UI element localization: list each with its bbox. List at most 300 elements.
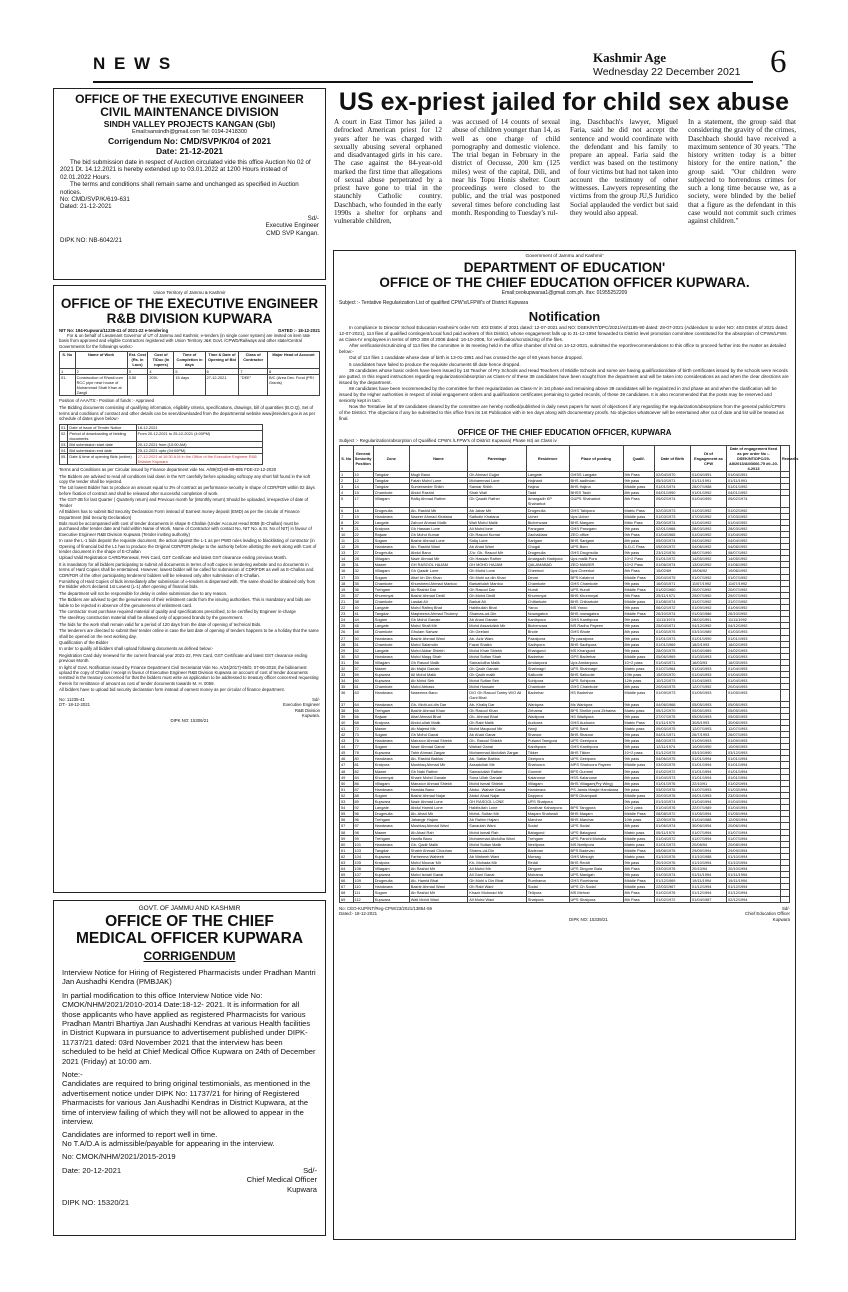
edu-table-cell: Ab Rashid Mir [409,866,468,872]
edu-table-cell: 42 [340,732,354,738]
edu-table-cell: 103 [353,847,373,853]
edu-table-cell: 26 [340,629,354,635]
edu-table-cell: UPS Geeripora [569,738,623,744]
edu-table-cell: 01/04/1994 [691,799,727,805]
edu-table-cell: 01/07/1994 [691,829,727,835]
edu-table-cell: 33 [340,672,354,678]
edu-table-cell: 01/03/1994 [727,786,781,792]
ad2-table-num-cell: 3 [127,368,148,374]
edu-table-cell: 01/11/1991 [691,478,727,484]
ad2-table-header-cell: Major Head of Account [267,352,319,368]
edu-table-header-cell: S. No [340,445,354,471]
edu-table-cell: Gh Qaadir Lone [409,568,468,574]
edu-table-cell: 14/05/1992 [727,556,781,562]
edu-table-cell: Khurmnyal [526,592,569,598]
table-row [340,896,790,902]
edu-table-cell: 106 [353,866,373,872]
edu-table-cell: 9th pass [623,647,655,653]
edu-table-cell: 08/03/1973 [655,738,691,744]
edu-table-cell: 76 [353,738,373,744]
edu-table-cell: Matric pass [623,829,655,835]
edu-dipk: DIPK NO: 15339/21 [569,917,608,923]
edu-table-cell: Ups malik Pora [569,556,623,562]
edu-table-cell: BHS Sharoor [569,732,623,738]
edu-table-cell: 11/11/1992 [727,617,781,623]
ad3-title2: MEDICAL OFFICER KUPWARA [75,930,304,947]
edu-footer-no: No: CEO-KUP/NT/Reg-CPW/23/2021/13854-59 [339,905,432,911]
edu-table-cell: 01/10/1976 [655,853,691,859]
edu-table-cell: Chamkote [373,641,409,647]
edu-table-cell: Wali Mohd Wani [409,896,468,902]
edu-list-title: OFFICE OF THE CHIEF EDUCATION OFFICER, KUPWARA [457,427,672,437]
edu-table-cell: Mawer [373,725,409,731]
edu-table-cell: 11/11/1974 [655,617,691,623]
edu-table-cell: Ab Ahad Wani [468,544,527,550]
edu-table-cell: 10/12/1973 [655,678,691,684]
ad2-schedule-cell: 25-12-2021 upto (04:00PM) [136,447,262,453]
edu-table-cell: 15 [340,562,354,568]
edu-table-cell: 20 [340,592,354,598]
edu-table-cell: Kralpora [373,762,409,768]
ad2-sig2: Executive Engineer [282,702,320,708]
edu-table-cell: Sogam [373,890,409,896]
edu-table-cell: 9th Pass [623,471,655,477]
edu-table-cell: Ups Ucher [569,513,623,519]
edu-table-cell: 20 [353,519,373,525]
edu-table-cell: Cheerkot [526,568,569,574]
ad2-table-cell: B/C (Area Dev. Fund (PRI Grants) [267,374,319,395]
ad2-schedule-cell: Bid submission start date [68,441,136,447]
ad2-position: Position of AAA/TS:- Position of funds :- Approved [59,397,155,403]
ad2-sig3: R&B Division [294,707,320,713]
edu-table-cell: 01/04/1993 [691,665,727,671]
edu-table-cell: UPS Batagund [569,829,623,835]
edu-table-cell: Gh Hassan Rather [468,556,527,562]
ad2-nit: NIT No: 194-Kupwara/11235-41 of 2021-22 e-tendering [59,327,169,333]
edu-table-cell: 05/11/1970 [655,829,691,835]
edu-table-cell: 27 [353,550,373,556]
edu-table-cell: 04/04/1992 [691,538,727,544]
ad2-term: In order to qualify all bidders shall upload following documents as defined below:- [59,646,214,652]
edu-table-cell: Zachaldara [526,531,569,537]
ad2-schedule-cell: 27-12-2021 at 10:30 A.M in the Office of the Executive Engineer R&B Division Kupwara [136,454,262,465]
edu-sig3: Kupwara [772,917,790,923]
edu-table-cell: 29/09/1994 [727,847,781,853]
edu-table-cell: Z/o: Gh- Rasool Mir [468,550,527,556]
edu-table-cell: Wali Mohd Malik [468,519,527,525]
edu-table-cell: MS Neelipora [569,841,623,847]
edu-table-cell: 9th pass [623,744,655,750]
edu-table-cell: Kralpora [373,525,409,531]
edu-table-cell: 01/07/1994 [691,835,727,841]
edu-table-cell: 51 [340,786,354,792]
edu-table-cell: 01/05/1993 [691,690,727,701]
edu-table-cell: Ab- Sattar Bablos [468,756,527,762]
edu-table-cell: Gh- Ahmad Bhat [468,713,527,719]
ad2-table-cell: Construction of R/wall cum RCC pipe near house of Mohammad Shafi Khan at Zangli [75,374,127,395]
edu-table-cell: 04/01/1993 [691,792,727,798]
edu-table-cell: 9th pass [623,701,655,707]
ad2-table-cell: 3.50 [127,374,148,395]
edu-table-cell: 53 [353,653,373,659]
edu-table-cell: 01/04/1988 [691,817,727,823]
edu-table-cell: BPS Gunmel [569,768,623,774]
edu-table-cell: 01/01/1994 [691,768,727,774]
edu-table-cell: 05/03/1974 [655,538,691,544]
edu-table-cell: GHS Drugmulla [569,550,623,556]
edu-table-cell: Mohd Ismail Shiekh [468,780,527,786]
edu-table-cell: 55 [340,811,354,817]
edu-table-cell: 02/12/1994 [727,896,781,902]
ad2-term: It is mandatory for all bidders participating to submit all documents in terms of soft copies in rendering website and no documents in terms of Hard Copies shall be entertained. However, lowest bidder will be called for submission of CDR/FDR as well as E-Challan and CDR/FDR of the other participating tenderers/ bidders will be released only after submission of E-Challan. [59,561,314,578]
ad2-term: All Bidders has to submit Bid Security Declaration Form instead of Earnest money deposit (EMD) as per the circular of Finance Department (Bid Security Declaration) [59,509,300,520]
edu-table-cell: 01/04/1990 [691,496,727,507]
edu-table-cell: Villagam [373,568,409,574]
edu-table-cell: Ab Majid Ganaie [409,665,468,671]
edu-table-cell: 9th Pass [623,592,655,598]
ad1-title2: CIVIL MAINTENANCE DIVISION [100,105,279,119]
edu-table-cell: 04/04/1992 [727,538,781,544]
edu-table-cell: 67 [340,884,354,890]
edu-table-cell: 20/04/1975 [655,574,691,580]
edu-table-cell: 07/03/1992 [727,513,781,519]
edu-table-cell: MS Mehrat [569,890,623,896]
edu-table-cell: 04/04/1989 [691,647,727,653]
edu-table-cell: UPS Geeipora [569,756,623,762]
edu-table-cell: 64 [340,866,354,872]
edu-table-cell: Middle pass [623,598,655,604]
edu-table-cell: Kupwara [373,872,409,878]
edu-paras [339,325,790,423]
edu-table-cell: Neelipora [526,841,569,847]
edu-table-cell: Mtric Pass [623,519,655,525]
edu-table-cell: 16 [340,568,354,574]
edu-table-cell: 12/05/1976 [655,817,691,823]
edu-table-cell: 01/03/1974 [655,872,691,878]
edu-table-cell: Trehgam [373,707,409,713]
edu-table-cell: 35 [353,580,373,586]
edu-table-cell: Tadd [526,490,569,496]
ad2-sig4: Kupwara. [301,712,320,718]
edu-table-cell: BHS nowagabra [569,611,623,617]
edu-table-cell: 9th pass [623,635,655,641]
edu-table-cell: 20/08/94 [691,841,727,847]
edu-table-header-cell: Place of posting [569,445,623,471]
edu-table-cell: MS Yaroo [569,605,623,611]
edu-table-cell: 8th Pass [623,896,655,902]
edu-table-cell: 110 [353,884,373,890]
edu-table-cell: 01/04/1993 [691,672,727,678]
edu-table-cell: Amargadh Hadipora [526,556,569,562]
paper-name: Kashmir Age [593,50,667,65]
edu-table-cell: 20/10/1976 [655,859,691,865]
ad2-schedule-cell: 20-12-2021 from (10:00 AM) [136,441,262,447]
edu-table-cell: Ab Ahad Rah [409,829,468,835]
edu-table-cell: 05/12/1970 [655,707,691,713]
edu-table-cell: Kanthpora [526,617,569,623]
edu-table-cell: 57 [340,823,354,829]
edu-table-cell: 9th Pass [623,531,655,537]
ad3-note: Note:- [62,1070,83,1080]
ad2-schedule-cell: 01. [61,424,67,430]
edu-table-cell: 01/01/1994 [691,762,727,768]
edu-table-cell: Badrehar [526,690,569,701]
edu-footer-dated: Dated:- 18-12-2021 [339,911,378,917]
ad-chief-medical-officer [53,900,326,1236]
edu-table-cell: Sumerweder Shikh [409,484,468,490]
edu-table-cell: Sharoor [526,732,569,738]
edu-table-cell: 18/02/1993 [727,641,781,647]
edu-table-cell: 99 [353,835,373,841]
edu-table-cell: Mohammad Abdulha Wani [468,835,527,841]
ad2-table-header-cell: S. No [60,352,76,368]
edu-table-cell: 14 [353,484,373,490]
edu-table-cell: Wariqora [526,701,569,707]
edu-table-cell: Gh Mohi u Din Bhat [468,878,527,884]
edu-table-cell: BHS Hajina [569,484,623,490]
edu-table-cell: 25/04/1971 [655,623,691,629]
edu-table-cell: 84 [353,774,373,780]
edu-table-cell: 50 [340,780,354,786]
edu-table-cell: 5 [340,496,354,507]
edu-table-cell: Khurmnyal [373,774,409,780]
edu-table-cell: 03/10/1990 [691,750,727,756]
edu-table-cell: GPS Badrehar [569,653,623,659]
edu-table-cell: Handwara [373,738,409,744]
edu-table-cell: 03/12/1993 [727,750,781,756]
edu-table-cell: 15/02/69 [655,568,691,574]
edu-table-cell: 01/07/1994 [727,829,781,835]
ad-education-department [333,250,799,1240]
edu-table-cell: 01/12/1994 [727,884,781,890]
edu-table-cell: Abdul Rashid [409,490,468,496]
edu-table-cell: Gh Mohd Lone [468,568,527,574]
edu-table-cell: Middle pass [623,792,655,798]
edu-table-cell: 01/04/1973 [655,774,691,780]
edu-table-cell: 28/02/1991 [691,617,727,623]
edu-table-cell: 32 [353,568,373,574]
edu-table-cell: GHS Chamkote [569,580,623,586]
edu-table-cell: 20/07/1992 [727,586,781,592]
edu-table-cell: GH MOHD HAJAM [468,562,527,568]
ad2-table-header-cell: Cost of T/Doc (In rupees) [148,352,174,368]
edu-table-cell: Mohd Sultan Malik [468,841,527,847]
edu-email: Email;ceokupwaraa1@gmail.com.ph. /fax: 01955252209 [501,290,628,296]
edu-table-cell: Altaf Un Din Khan [409,574,468,580]
edu-table-cell: Rajwar [373,713,409,719]
edu-table-cell: 30/6/1993 [691,719,727,725]
edu-table-cell: Handwara [373,786,409,792]
edu-table-cell: 58 [340,829,354,835]
edu-table-cell: Mawer [373,665,409,671]
edu-table-cell: 01/01/1974 [655,484,691,490]
edu-table-cell: 23 [340,611,354,617]
edu-table-cell: GHS Bhote [569,629,623,635]
edu-table-cell: 8th pass [623,684,655,690]
edu-table-cell: Trehgam [526,835,569,841]
edu-table-header-cell: Date of engagement fixed as per order No :- DSEK/NT/DPC/29-AII/2013/AII/3666-75 dt:-20-4-2013 [727,445,781,471]
edu-table-cell: 7 [340,513,354,519]
edu-table-cell: Langate [373,519,409,525]
edu-table-cell: 18 [353,507,373,513]
edu-table-cell: 04/06/1968 [655,701,691,707]
edu-table-cell: Samadullah Rather [468,768,527,774]
edu-table-cell: Ali Mohd Malik [409,672,468,678]
edu-table-cell: 9th pass [623,768,655,774]
edu-table-cell: 01/09/1992 [727,605,781,611]
edu-table-cell: Marchar [526,817,569,823]
ad2-schedule-cell: Date & time of opening Bids (online) [68,454,136,465]
edu-table-cell: BHS aadhvian [569,478,623,484]
ad2-table-num-cell: 2 [75,368,127,374]
edu-table-cell: 65 [340,872,354,878]
edu-table-cell: 01/11/1991 [727,478,781,484]
edu-table-cell: 04/06/1975 [655,756,691,762]
edu-table-cell: 50 [353,635,373,641]
ad2-sig1: Sd/- [312,696,320,702]
edu-table-cell: 01/01/1992 [691,490,727,496]
edu-table-cell: 01/04/1993 [727,665,781,671]
edu-table-cell: Middle Pass [623,586,655,592]
edu-table-cell: 80 [353,756,373,762]
edu-table-cell: Abdul Bano [409,550,468,556]
edu-table-cell: 31/07/1992 [727,598,781,604]
edu-table-cell: Drugmulla [373,507,409,513]
edu-table-cell: 10th pass [623,672,655,678]
edu-table-cell: Telipora [526,890,569,896]
page-number: 6 [770,44,787,80]
edu-table-cell: 56 [353,659,373,665]
edu-table-cell: 01/07/1992 [691,574,727,580]
ad3-top: GOVT. OF JAMMU AND KASHMIR [138,905,241,912]
edu-table-cell: 44 [340,744,354,750]
edu-table-cell: 10+2 Pass [623,562,655,568]
edu-table-cell: 37 [353,592,373,598]
edu-table-header-cell: Name [409,445,468,471]
edu-table-cell: 15/03/1970 [655,672,691,678]
edu-table-cell: 01/01/1994 [727,762,781,768]
edu-table-cell: 05/06/1969 [655,653,691,659]
edu-table-cell: 46 [340,756,354,762]
edu-table-cell: 06/02/1972 [655,605,691,611]
edu-table-cell: 01/10/1974 [655,799,691,805]
edu-table-cell: Lasdat Ali [409,598,468,604]
edu-table-cell: BHS Reddi [569,859,623,865]
edu-table-cell: 08/07/1990 [691,550,727,556]
edu-table-cell: 45 [340,750,354,756]
edu-table-cell: UPS Dingore Bala [569,866,623,872]
edu-table-cell: Dappera [526,792,569,798]
ad2-term: The 1st lowest Bidder has to produce an amount equal to 3% of contract as performance security in shape of CDR/FDR within 02 days before fixation of contract and shall be released after successful completion of work. [59,485,315,496]
edu-table-cell: 01/04/1965 [655,531,691,537]
edu-table-cell: Sogam [373,574,409,580]
edu-table-cell: GHS Kanthpora [569,617,623,623]
edu-table-cell: 38 [353,598,373,604]
edu-table-cell: 9th pass [623,525,655,531]
ad2-term: All bidders have to upload bid security declaration form instead of earnest money as per circular of finance department. [59,687,285,693]
edu-table-cell: 01/01/1992 [727,484,781,490]
edu-table-cell: Langate [526,471,569,477]
ad2-table-num-cell: 7 [239,368,268,374]
edu-table-cell: Middle pass [623,653,655,659]
edu-table-cell: 01/12/1994 [691,884,727,890]
edu-table-cell: Middle pass [623,484,655,490]
edu-table-cell: 01/09/1973 [655,690,691,701]
edu-table-cell: 01/05/1994 [691,811,727,817]
edu-table-cell: Geeipora [526,756,569,762]
edu-table-cell: 22 [353,531,373,537]
edu-table-cell: Gh- Mohi-ud-din Dar [409,701,468,707]
ad2-terms [59,467,320,692]
edu-table-cell: 6 [340,507,354,513]
edu-table-cell: 89 [353,799,373,805]
edu-table-cell: Sodal [526,884,569,890]
edu-table-cell: Sogam [373,744,409,750]
edu-table-cell: 28 [353,556,373,562]
edu-table-cell: GHS Takipora [569,507,623,513]
edu-table-cell: 47 [340,762,354,768]
edu-table-cell: Hanifa Bano [409,835,468,841]
edu-table-cell: 68 [340,890,354,896]
edu-table-cell: 01/03/1993 [691,653,727,659]
edu-table-cell: 29/07/1992 [727,592,781,598]
ad3-title1: OFFICE OF THE CHIEF [105,913,274,930]
edu-table-cell: 05/05/1993 [691,707,727,713]
edu-table-cell: Sarigam [526,538,569,544]
ad2-term: Upload Valid Registration CARD/Renewal, PAN Card, GST Certificate and latest GST clearance ending previous Month. [59,555,288,561]
ad3-dipk: DIPK NO: 15320/21 [62,1197,130,1207]
ad2-term: Registration Card duly renewed for the current financial year 2021-22, PAN Card, GST Certificate and latest GST clearance ending previous Month. [59,652,308,664]
edu-table-cell: UPS Shatpora [526,799,569,805]
edu-table-cell: 56 [340,817,354,823]
edu-table-cell: 8 [340,519,354,525]
edu-table-cell: 73 [353,732,373,738]
edu-table-cell: 01/02/1976 [655,890,691,896]
edu-table-cell: 112 [353,896,373,902]
edu-table-cell: Trehgam [373,835,409,841]
edu-table-cell: Chogal [526,544,569,550]
edu-table-cell: 20/04/1993 [727,684,781,690]
edu-table-cell: Sogam [373,617,409,623]
edu-table-cell: 20/08/1994 [727,841,781,847]
edu-table-cell: GHS Rumhama [569,878,623,884]
edu-table-cell: 28/03/1992 [727,525,781,531]
edu-table-cell: Sohipora [526,678,569,684]
ad2-schedule-table [59,424,263,466]
edu-table-cell: Drugmulla [373,878,409,884]
edu-table-cell: Maqbeerra Ahmad Thokery [409,611,468,617]
edu-table-cell: 8th pass [623,780,655,786]
edu-paragraph: Out of 114 files 1 candidate whose date of birth is 13-01-1961 and has crossed the age of 60 years hence dropped. [349,355,583,361]
edu-table-cell: Devar [526,574,569,580]
edu-table-cell: 01/09/1993 [727,738,781,744]
edu-table-cell: 01/04/1991 [691,471,727,477]
edu-table-cell: 10/09/1993 [727,744,781,750]
edu-table-cell: Middle pass [623,513,655,519]
edu-table-cell: 107 [353,872,373,878]
edu-table-cell: 29 [340,647,354,653]
edu-table-cell: UPS Sodal [569,823,623,829]
edu-table-cell: 9th pass [623,732,655,738]
edu-table-cell: 9th pass [623,738,655,744]
edu-table-cell: 01/04/1991 [727,471,781,477]
edu-table-cell: 05/02/1974 [655,496,691,507]
edu-table-cell: 8th Pass [623,866,655,872]
edu-table-cell: Ghulam Sarwar [409,629,468,635]
article-col-4: In a statement, the group said that considering the gravity of the crimes, Daschbach should have received a maximum sentence of 30 years. "The history written today is a bitter history for the entire nation," the group said. "Our children were subjected to horrendous crimes for such a long time because we, as a society, were blinded by the belief that a figure as the defendant in this case would not commit such crimes against children." [688,118,796,225]
edu-table-cell: 34 [340,678,354,684]
edu-table-cell: ZEO office [569,531,623,537]
